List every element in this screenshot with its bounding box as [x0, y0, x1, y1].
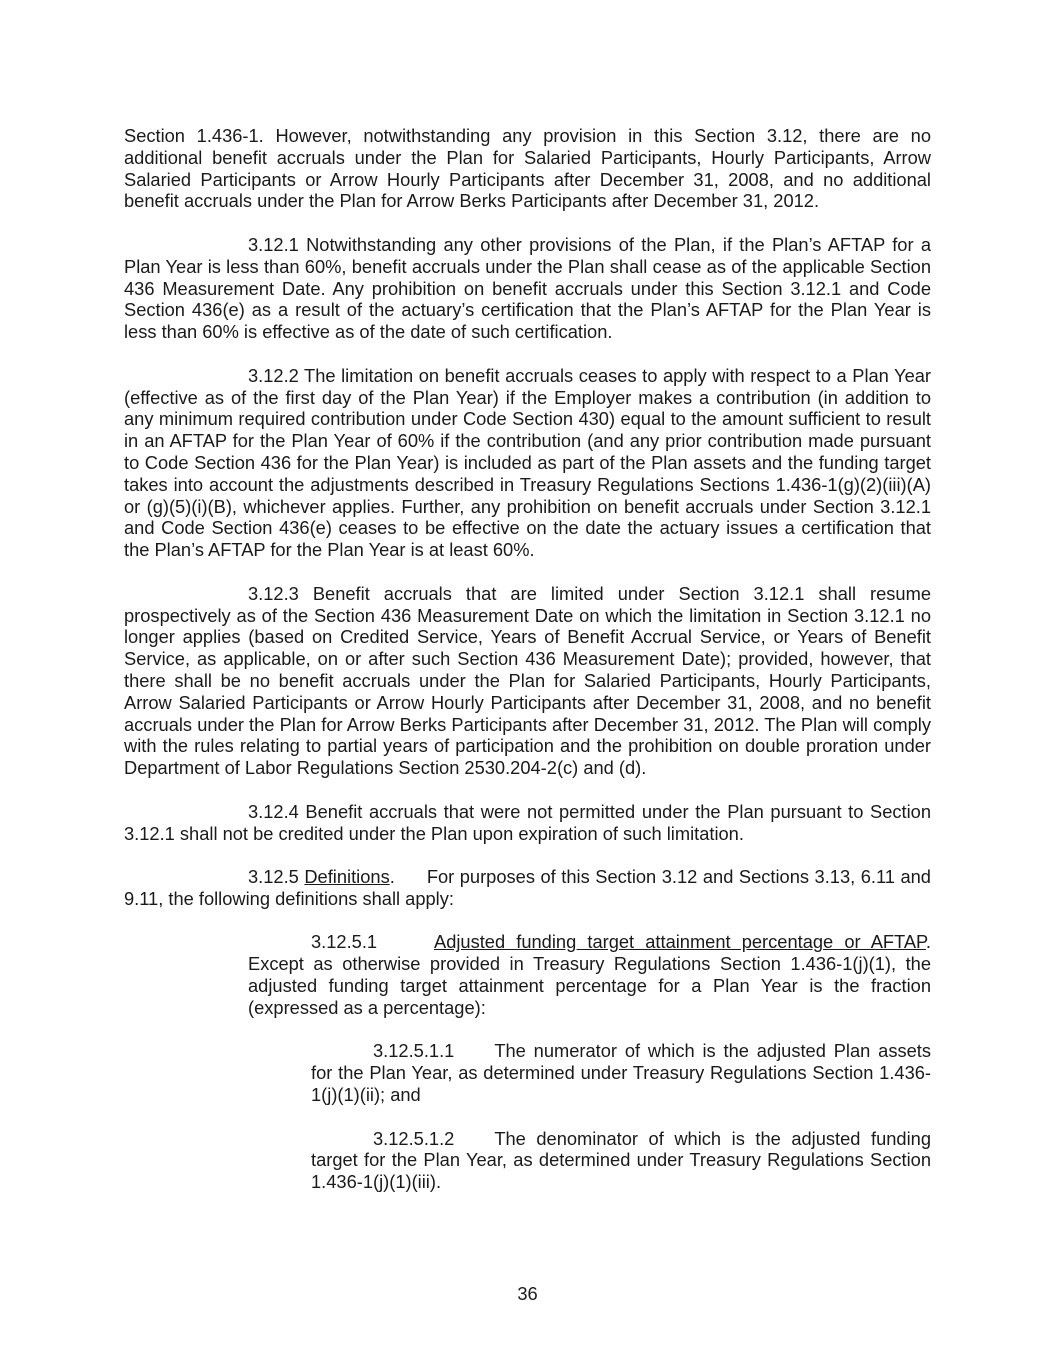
section-text: Except as otherwise provided in Treasury Regulations Section 1.436-1(j)(1), the adjusted funding target attainment percentage for a Plan Year is the fraction (expressed as a percentage):	[248, 953, 931, 1018]
paragraph-section-1-436-1: Section 1.436-1. However, notwithstanding any provision in this Section 3.12, there are no additional benefit accruals under the Plan for Salaried Participants, Hourly Participants, Arrow Salaried Participants or Arrow Hourly Participants after December 31, 2008, and no additional benefit accruals under the Plan for Arrow Berks Participants after December 31, 2012.	[124, 125, 931, 212]
paragraph-3-12-3: 3.12.3 Benefit accruals that are limited under Section 3.12.1 shall resume prospectively as of the Section 436 Measurement Date on which the limitation in Section 3.12.1 no longer applies (based on Credited Service, Years of Benefit Accrual Service, or Years of Benefit Service, as applicable, on or after such Section 436 Measurement Date); provided, however, that there shall be no benefit accruals under the Plan for Salaried Participants, Hourly Participants, Arrow Salaried Participants or Arrow Hourly Participants after December 31, 2008, and no benefit accruals under the Plan for Arrow Berks Participants after December 31, 2012. The Plan will comply with the rules relating to partial years of participation and the prohibition on double proration under Department of Labor Regulations Section 2530.204-2(c) and (d).	[124, 582, 931, 779]
paragraph-3-12-5-1: 3.12.5.1 Adjusted funding target attainment percentage or AFTAP. Except as otherwise provided in Treasury Regulations Section 1.436-1(j)(1), the adjusted funding target attainment percentage for a Plan Year is the fraction (expressed as a percentage):	[248, 931, 931, 1018]
section-text: The denominator of which is the adjusted funding target for the Plan Year, as determined under Treasury Regulations Section 1.436-1(j)(1)(iii).	[311, 1127, 931, 1193]
paragraph-3-12-4: 3.12.4 Benefit accruals that were not permitted under the Plan pursuant to Section 3.12.1 shall not be credited under the Plan upon expiration of such limitation.	[124, 800, 931, 844]
paragraph-3-12-5-1-2	[311, 1128, 931, 1193]
section-heading: Adjusted funding target attainment percentage or AFTAP	[434, 931, 926, 953]
section-number: 3.12.5	[248, 866, 299, 888]
page-number: 36	[517, 1283, 538, 1304]
section-number: 3.12.5.1.2	[373, 1127, 455, 1149]
paragraph-3-12-2: 3.12.2 The limitation on benefit accruals ceases to apply with respect to a Plan Year (effective as of the first day of the Plan Year) if the Employer makes a contribution (in addition to any minimum required contribution under Code Section 430) equal to the amount sufficient to result in an AFTAP for the Plan Year of 60% if the contribution (and any prior contribution made pursuant to Code Section 436 for the Plan Year) is included as part of the Plan assets and the funding target takes into account the adjustments described in Treasury Regulations Sections 1.436-1(g)(2)(iii)(A) or (g)(5)(i)(B), whichever applies. Further, any prohibition on benefit accruals under Section 3.12.1 and Code Section 436(e) ceases to be effective on the date the actuary issues a certification that the Plan’s AFTAP for the Plan Year is at least 60%.	[124, 364, 931, 561]
section-text: For purposes of this Section 3.12 and Sections 3.13, 6.11 and 9.11, the following definitions shall apply:	[124, 866, 931, 909]
paragraph-3-12-5-1-1	[311, 1040, 931, 1105]
section-number: 3.12.5.1	[311, 931, 378, 953]
section-number: 3.12.5.1.1	[373, 1040, 455, 1062]
paragraph-3-12-5: 3.12.5 Definitions. For purposes of this Section 3.12 and Sections 3.13, 6.11 and 9.11, the following definitions shall apply:	[124, 866, 931, 909]
paragraph-3-12-1: 3.12.1 Notwithstanding any other provisions of the Plan, if the Plan’s AFTAP for a Plan Year is less than 60%, benefit accruals under the Plan shall cease as of the applicable Section 436 Measurement Date. Any prohibition on benefit accruals under this Section 3.12.1 and Code Section 436(e) as a result of the actuary’s certification that the Plan’s AFTAP for the Plan Year is less than 60% is effective as of the date of such certification.	[124, 233, 931, 343]
section-text: The numerator of which is the adjusted Plan assets for the Plan Year, as determined under Treasury Regulations Section 1.436-1(j)(1)(ii); and	[311, 1040, 931, 1106]
document-body	[124, 125, 931, 1215]
section-heading: Definitions	[304, 866, 390, 888]
